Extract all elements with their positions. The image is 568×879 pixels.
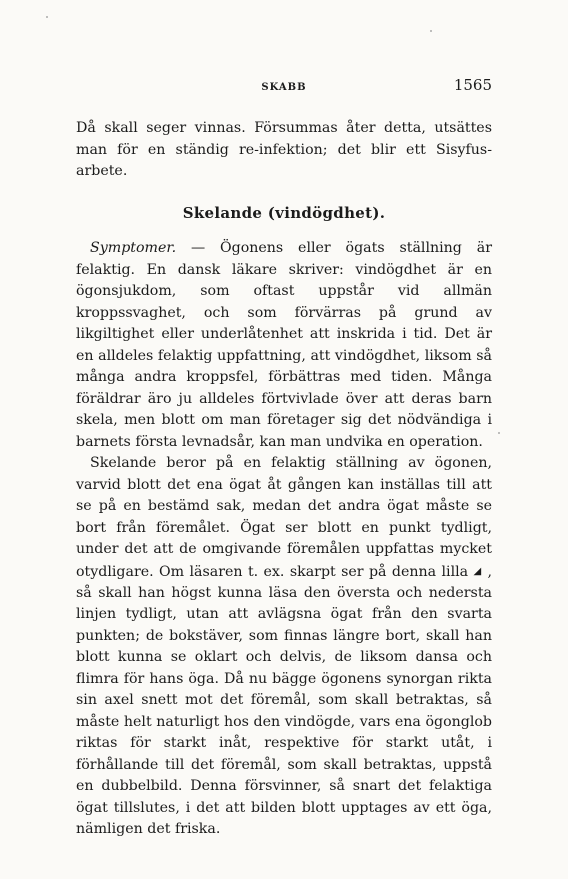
cause-paragraph	[76, 453, 492, 841]
cause-text-part2: , så skall han högst kunna läsa den översta och nedersta linjen tydligt, utan att avlägsna ögat från den svarta punkten; de bokstäver, som finnas längre bort, skall han blott kunna se oklart och delvis, de liksom dansa och flimra för hans öga. Då nu bägge ögonens synorgan rikta sin axel snett mot det föremål, som skall betraktas, så måste helt naturligt hos den vindögde, vars ena ögonglob riktas för starkt inåt, respektive för starkt utåt, i förhållande till det föremål, som skall betraktas, uppstå en dubbelbild. Denna försvinner, så snart det felaktiga ögat tillslutes, i det att bilden blott upptages av ett öga, nämligen det friska.	[76, 563, 492, 838]
symptom-paragraph	[76, 238, 492, 453]
body-text	[76, 118, 492, 841]
page-number: 1565	[453, 76, 492, 94]
paper-speck	[430, 30, 432, 32]
running-head: SKABB	[261, 82, 307, 93]
paper-speck	[498, 432, 500, 434]
section-heading: Skelande (vindögdhet).	[182, 203, 386, 222]
page-header	[76, 76, 492, 98]
reading-glyph: ◢	[473, 565, 483, 577]
paper-speck	[46, 16, 48, 18]
cause-text-part1: Skelande beror på en felaktig ställning av ögonen, varvid blott det ena ögat åt gången kan inställas till att se på en bestämd sak, medan det andra ögat måste se bort från föremålet. Ögat ser blott en punkt tydligt, under det att de omgivande föremålen uppfattas mycket otydligare. Om läsaren t. ex. skarpt ser på denna lilla	[76, 455, 492, 580]
symptom-text: — Ögonens eller ögats ställning är felaktig. En dansk läkare skriver: vindögdhet är en ögonsjukdom, som oftast uppstår vid allmän kroppssvaghet, och som förvärras på grund av likgiltighet eller underlåtenhet att inskrida i tid. Det är en alldeles felaktig uppfattning, att vindögdhet, liksom så många andra kroppsfel, förbättras med tiden. Många föräldrar äro ju alldeles förtvivlade över att deras barn skela, men blott om man företager sig det nödvändiga i barnets första levnadsår, kan man undvika en operation.	[76, 240, 492, 450]
symptom-label: Symptomer.	[90, 240, 177, 256]
intro-paragraph: Då skall seger vinnas. Försummas åter detta, utsättes man för en ständig re-infektion; det blir ett Sisyfus-arbete.	[76, 120, 492, 179]
